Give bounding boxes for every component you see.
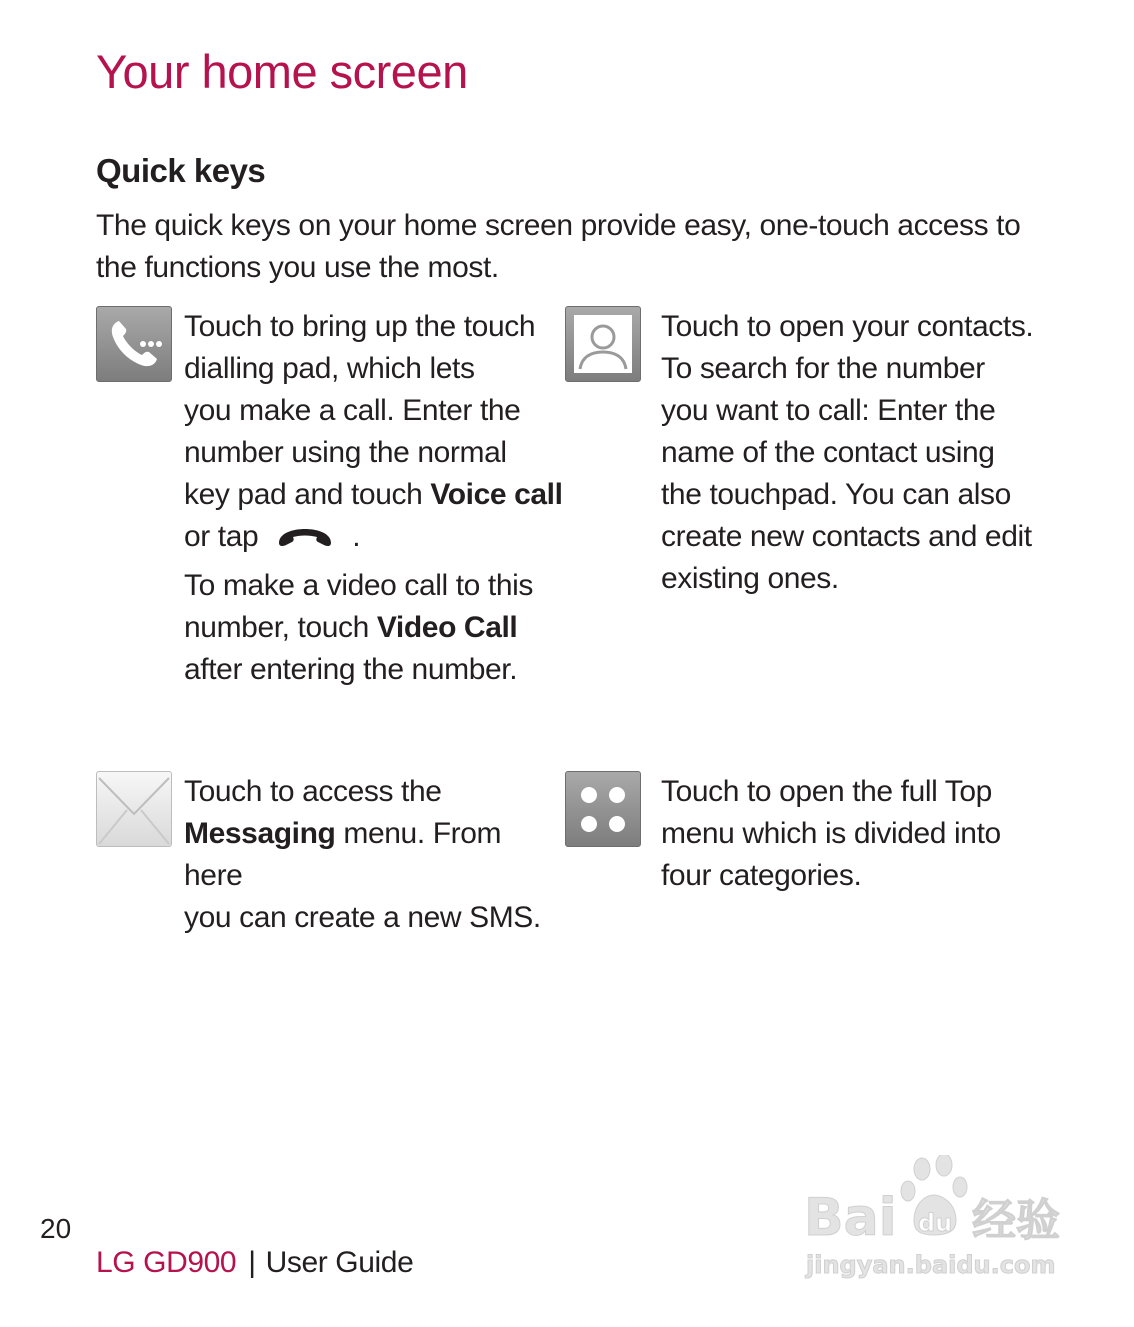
- contacts-icon: [565, 306, 641, 382]
- messaging-icon: [96, 771, 172, 847]
- quick-key-contacts-text: Touch to open your contacts. To search for the number you want to call: Enter the name of the contact using the touchpad. You can also create new contacts and edit existing ones.: [661, 310, 1034, 595]
- page-title: Your home screen: [96, 45, 468, 98]
- dialler-icon: [96, 306, 172, 382]
- page-number: 20: [40, 1213, 72, 1244]
- intro-paragraph: The quick keys on your home screen provide easy, one-touch access to the functions you use the most.: [96, 209, 1021, 284]
- quick-key-messaging-text: Touch to access the Messaging menu. From here you can create a new SMS.: [184, 775, 541, 934]
- footer-guide: User Guide: [265, 1246, 414, 1279]
- voice-call-label: Voice call: [430, 478, 563, 511]
- svg-text:jingyan.baidu.com: jingyan.baidu.com: [806, 1251, 1056, 1279]
- call-handset-icon: [276, 527, 334, 549]
- svg-text:du: du: [918, 1209, 953, 1237]
- section-title: Quick keys: [96, 152, 266, 189]
- svg-text:Bai: Bai: [804, 1188, 897, 1248]
- top-menu-icon: [565, 771, 641, 847]
- svg-text:经验: 经验: [972, 1195, 1060, 1246]
- footer-separator: |: [248, 1246, 256, 1279]
- quick-key-top-menu-text: Touch to open the full Top menu which is divided into four categories.: [661, 775, 1001, 892]
- quick-key-dialler-text: Touch to bring up the touch dialling pad, which lets you make a call. Enter the number using the normal key pad and touch Voice call or tap . To make a video call to this number, touch Video Call after entering the number.: [184, 310, 563, 686]
- video-call-label: Video Call: [376, 611, 518, 644]
- footer: [96, 1246, 413, 1280]
- footer-brand: LG GD900: [96, 1246, 237, 1279]
- baidu-watermark-logo: [800, 1155, 1070, 1285]
- messaging-label: Messaging: [184, 817, 336, 850]
